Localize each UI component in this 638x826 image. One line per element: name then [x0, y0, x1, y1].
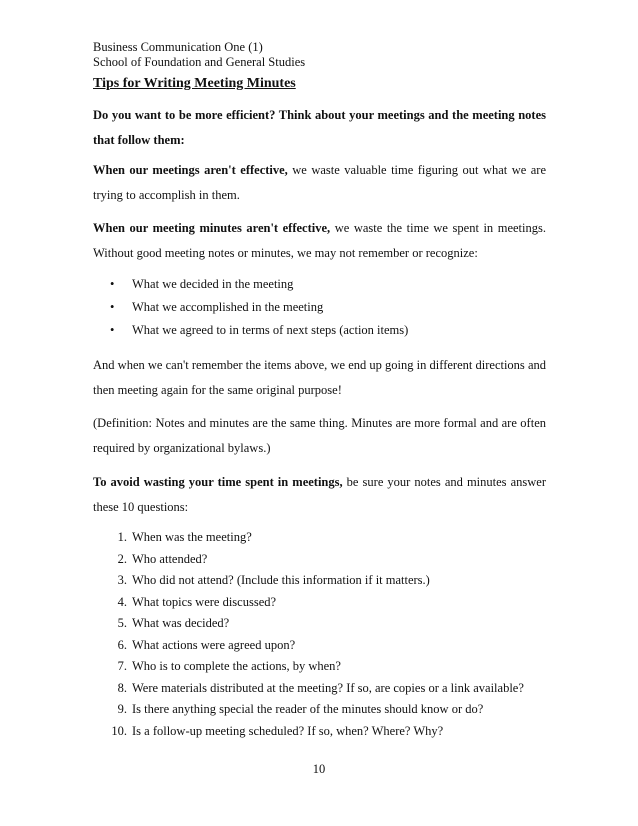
paragraph-lead: When our meeting minutes aren't effective,	[93, 221, 331, 235]
list-item-text: What actions were agreed upon?	[132, 637, 296, 652]
list-item-text: What we accomplished in the meeting	[132, 300, 324, 314]
list-number: 6.	[117, 637, 127, 652]
list-item-text: Were materials distributed at the meeting? If so, are copies or a link available?	[132, 680, 524, 695]
list-item-text: Is there anything special the reader of the minutes should know or do?	[132, 702, 484, 716]
list-item	[113, 592, 524, 614]
bullet-icon: •	[110, 277, 115, 291]
paragraph-ten-questions	[93, 470, 546, 520]
list-item	[113, 699, 524, 721]
list-number: 3.	[117, 573, 127, 587]
list-item	[113, 721, 524, 743]
list-item	[110, 319, 408, 342]
list-number: 9.	[117, 702, 127, 716]
paragraph-body: we waste the time we spent in meetings. Without good meeting notes or minutes, we may not remember or recognize:	[93, 221, 546, 260]
list-number: 4.	[117, 594, 127, 609]
list-number: 1.	[117, 530, 127, 544]
list-item-text: What was decided?	[132, 616, 230, 630]
paragraph-body: we waste valuable time figuring out what we are trying to accomplish in them.	[93, 163, 546, 202]
list-item	[113, 635, 524, 657]
list-number: 5.	[117, 616, 127, 630]
paragraph-consequence: And when we can't remember the items above, we end up going in different directions and then meeting again for the same original purpose!	[93, 358, 546, 397]
intro-paragraph: Do you want to be more efficient? Think about your meetings and the meeting notes that follow them:	[93, 108, 546, 147]
page-header	[93, 40, 305, 70]
paragraph-body: be sure your notes and minutes answer these 10 questions:	[93, 475, 546, 514]
list-item-text: Who attended?	[132, 551, 208, 566]
list-item-text: When was the meeting?	[132, 530, 252, 544]
header-school: School of Foundation and General Studies	[93, 55, 306, 69]
page-number: 10	[312, 762, 326, 776]
list-item	[110, 273, 408, 296]
bullet-icon: •	[110, 323, 115, 337]
list-item-text: What topics were discussed?	[132, 594, 277, 609]
paragraph-meetings-not-effective	[93, 158, 546, 208]
bullet-list	[110, 273, 408, 342]
list-number: 10.	[111, 723, 127, 738]
paragraph-definition: (Definition: Notes and minutes are the same thing. Minutes are more formal and are often required by organizational bylaws.)	[93, 416, 546, 455]
document-title: Tips for Writing Meeting Minutes	[93, 76, 296, 91]
list-item-text: What we decided in the meeting	[132, 277, 294, 291]
header-course: Business Communication One (1)	[93, 40, 263, 54]
list-item	[113, 570, 524, 592]
list-item	[113, 656, 524, 678]
paragraph-minutes-not-effective	[93, 216, 546, 266]
list-item	[113, 527, 524, 549]
paragraph-lead: When our meetings aren't effective,	[93, 163, 288, 177]
list-number: 7.	[117, 659, 127, 673]
list-item-text: Is a follow-up meeting scheduled? If so, when? Where? Why?	[132, 723, 444, 738]
questions-list	[113, 527, 524, 742]
list-item-text: Who is to complete the actions, by when?	[132, 659, 341, 673]
list-item-text: What we agreed to in terms of next steps (action items)	[132, 323, 409, 337]
list-item	[110, 296, 408, 319]
bullet-icon: •	[110, 300, 115, 314]
list-number: 8.	[117, 680, 127, 695]
list-item-text: Who did not attend? (Include this information if it matters.)	[132, 573, 430, 587]
paragraph-lead: To avoid wasting your time spent in meetings,	[93, 475, 343, 489]
list-item	[113, 613, 524, 635]
list-item	[113, 549, 524, 571]
list-item	[113, 678, 524, 700]
list-number: 2.	[117, 551, 127, 566]
